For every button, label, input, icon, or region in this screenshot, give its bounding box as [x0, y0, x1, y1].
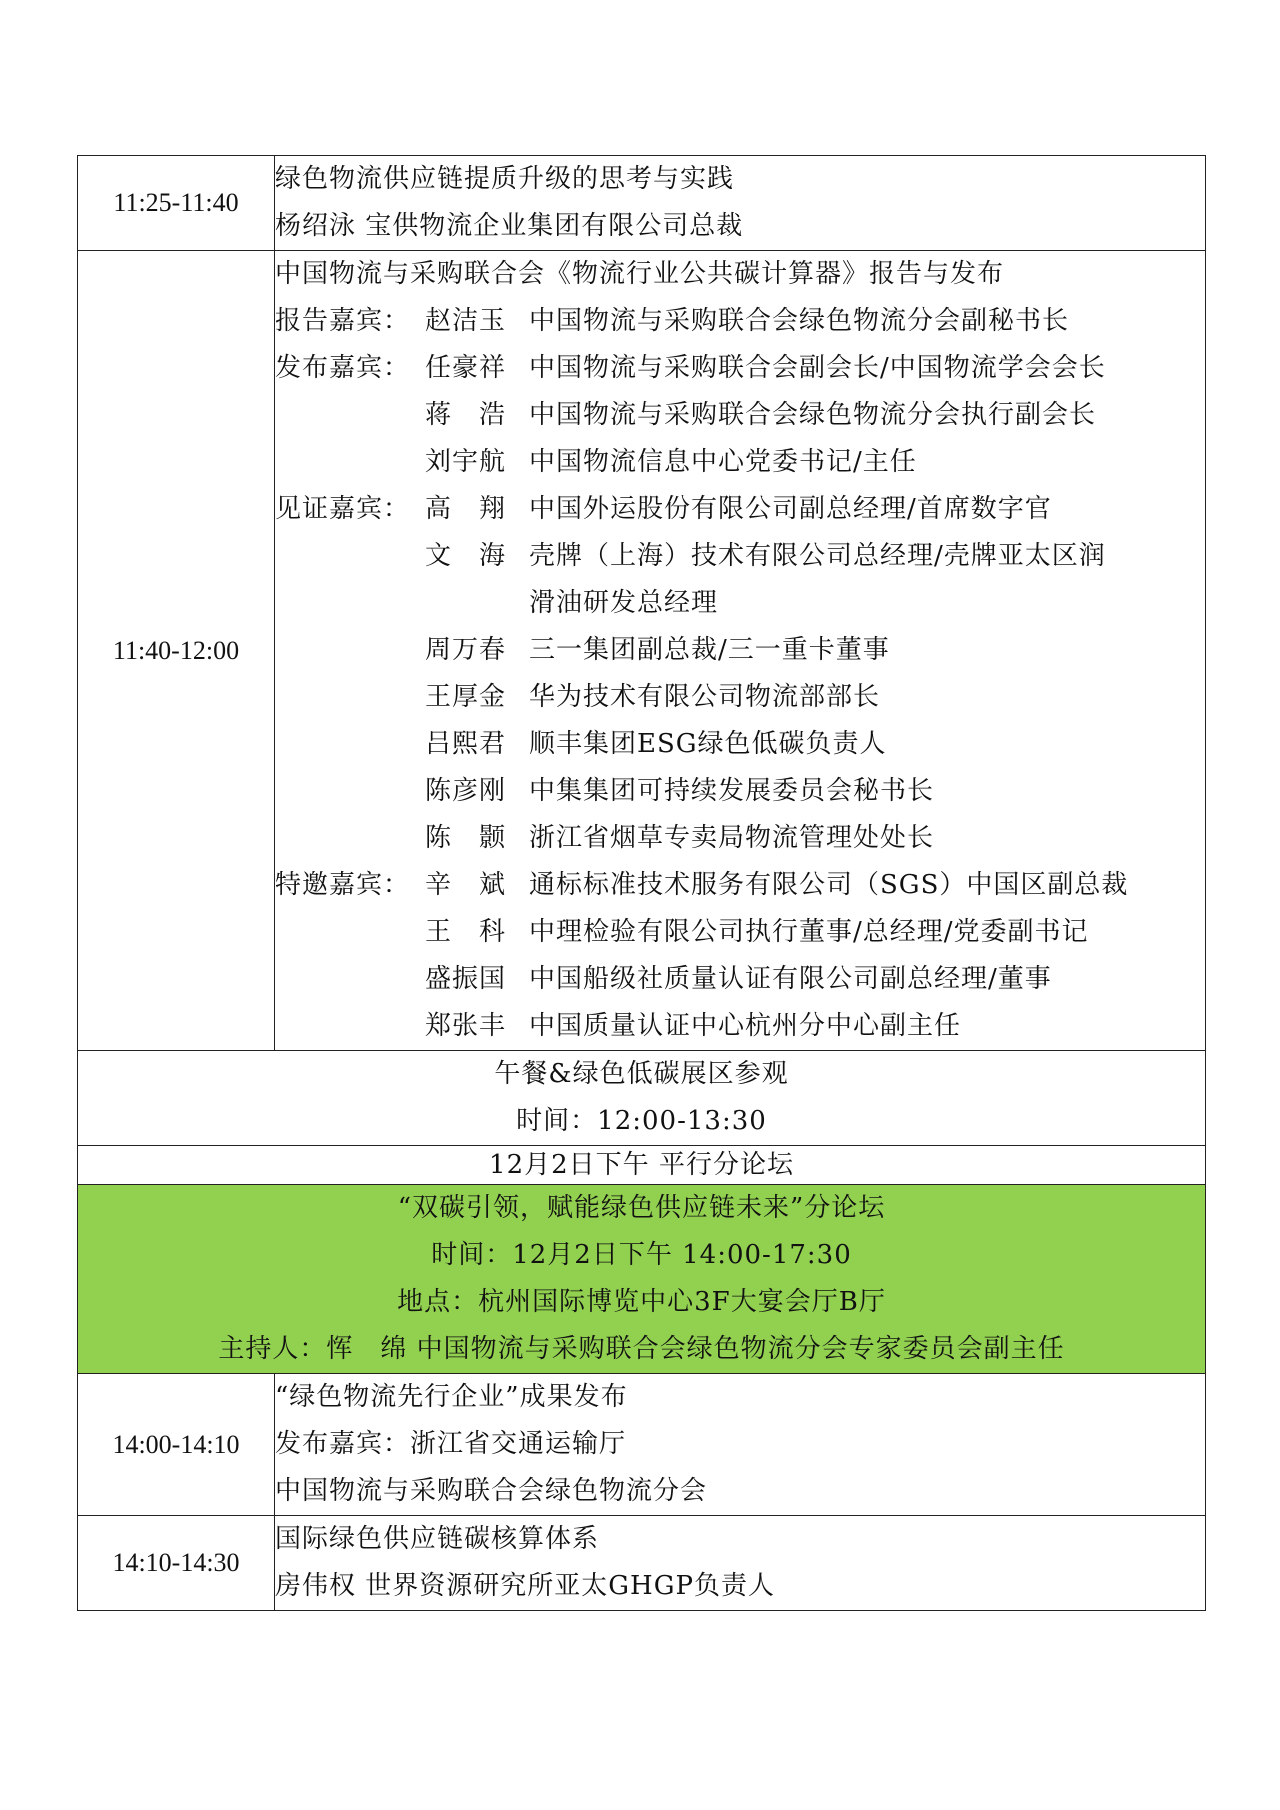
guest-row: [275, 533, 1205, 580]
guest-row: [275, 298, 1205, 345]
session-title: 中国物流与采购联合会《物流行业公共碳计算器》报告与发布: [275, 259, 1005, 289]
guest-title: 中国物流信息中心党委书记/主任: [529, 447, 917, 477]
guest-name: 陈 颢: [425, 823, 507, 853]
guest-name: [425, 580, 529, 627]
guest-role: 见证嘉宾：: [275, 494, 411, 524]
guest-name: 任豪祥: [425, 353, 507, 383]
time-cell: 14:00-14:10: [78, 1374, 275, 1516]
guest-row: [275, 392, 1205, 439]
guest-row: [275, 627, 1205, 674]
guest-title: 中国质量认证中心杭州分中心副主任: [529, 1011, 962, 1041]
session-cell: [275, 1374, 1206, 1516]
session-speaker: 房伟权 世界资源研究所亚太GHGP负责人: [275, 1571, 775, 1601]
guest-role: [275, 815, 425, 862]
guest-row: [275, 486, 1205, 533]
guest-title: 中集集团可持续发展委员会秘书长: [529, 776, 935, 806]
guest-row: [275, 345, 1205, 392]
guest-name: 王厚金: [425, 682, 507, 712]
afternoon-cell: [78, 1146, 1206, 1185]
guest-title: 浙江省烟草专卖局物流管理处处长: [529, 823, 935, 853]
agenda-row: [78, 156, 1206, 251]
lunch-row: [78, 1051, 1206, 1146]
guest-name: 郑张丰: [425, 1011, 507, 1041]
guest-name: 盛振国: [425, 964, 507, 994]
forum-time: 时间：12月2日下午 14:00-17:30: [431, 1240, 852, 1270]
guest-role: [275, 768, 425, 815]
guest-name: 王 科: [425, 917, 507, 947]
guest-row: [275, 1003, 1205, 1050]
guest-title: 滑油研发总经理: [529, 588, 719, 618]
guest-title: 华为技术有限公司物流部部长: [529, 682, 881, 712]
guest-role: [275, 674, 425, 721]
guest-title: 顺丰集团ESG绿色低碳负责人: [529, 729, 887, 759]
guest-title: 壳牌（上海）技术有限公司总经理/壳牌亚太区润: [529, 541, 1106, 571]
agenda-row: [78, 251, 1206, 1051]
guest-title: 中国外运股份有限公司副总经理/首席数字官: [529, 494, 1052, 524]
guest-role: [275, 627, 425, 674]
forum-header-row: [78, 1185, 1206, 1374]
session-title: 国际绿色供应链碳核算体系: [275, 1524, 600, 1554]
session-cell: [275, 251, 1206, 1051]
lunch-time: 时间：12:00-13:30: [516, 1106, 767, 1136]
guest-title: 中国物流与采购联合会绿色物流分会副秘书长: [529, 306, 1070, 336]
afternoon-title: 12月2日下午 平行分论坛: [489, 1150, 794, 1180]
time-cell: 11:40-12:00: [78, 251, 275, 1051]
guest-row: [275, 862, 1205, 909]
guest-name: 辛 斌: [425, 870, 507, 900]
guest-name: 文 海: [425, 541, 507, 571]
guest-role: [275, 439, 425, 486]
guest-row: [275, 674, 1205, 721]
guest-name: 蒋 浩: [425, 400, 507, 430]
guest-title: 三一集团副总裁/三一重卡董事: [529, 635, 890, 665]
guest-row: [275, 768, 1205, 815]
guest-row: [275, 580, 1205, 627]
session-cell: [275, 156, 1206, 251]
afternoon-row: [78, 1146, 1206, 1185]
guest-role: [275, 533, 425, 580]
guest-title: 中国船级社质量认证有限公司副总经理/董事: [529, 964, 1052, 994]
guest-name: 吕熙君: [425, 729, 507, 759]
guest-title: 中国物流与采购联合会副会长/中国物流学会会长: [529, 353, 1106, 383]
session-cell: [275, 1516, 1206, 1611]
forum-title: “双碳引领，赋能绿色供应链未来”分论坛: [397, 1193, 886, 1223]
guest-role: 特邀嘉宾：: [275, 870, 411, 900]
guest-role: [275, 956, 425, 1003]
agenda-table: [77, 155, 1206, 1611]
guest-role: [275, 909, 425, 956]
guest-row: [275, 721, 1205, 768]
guest-role: [275, 580, 425, 627]
guest-title: 中理检验有限公司执行董事/总经理/党委副书记: [529, 917, 1089, 947]
guest-role: 报告嘉宾：: [275, 306, 411, 336]
forum-header-cell: [78, 1185, 1206, 1374]
time-cell: 11:25-11:40: [78, 156, 275, 251]
guest-name: 高 翔: [425, 494, 507, 524]
session-speaker: 杨绍泳 宝供物流企业集团有限公司总裁: [275, 211, 744, 241]
guest-row: [275, 439, 1205, 486]
time-cell: 14:10-14:30: [78, 1516, 275, 1611]
forum-host: 主持人：恽 绵 中国物流与采购联合会绿色物流分会专家委员会副主任: [218, 1334, 1065, 1364]
guest-name: 赵洁玉: [425, 306, 507, 336]
guest-name: 刘宇航: [425, 447, 507, 477]
guest-role: [275, 721, 425, 768]
guest-role: [275, 392, 425, 439]
forum-place: 地点：杭州国际博览中心3F大宴会厅B厅: [397, 1287, 886, 1317]
guest-role: [275, 1003, 425, 1050]
session-title: 绿色物流供应链提质升级的思考与实践: [275, 164, 735, 194]
session-title: “绿色物流先行企业”成果发布: [275, 1382, 628, 1412]
agenda-row: [78, 1374, 1206, 1516]
guest-row: [275, 909, 1205, 956]
guest-row: [275, 956, 1205, 1003]
guest-row: [275, 815, 1205, 862]
guest-name: 周万春: [425, 635, 507, 665]
guest-name: 陈彦刚: [425, 776, 507, 806]
guest-title: 中国物流与采购联合会绿色物流分会执行副会长: [529, 400, 1097, 430]
guest-title: 通标标准技术服务有限公司（SGS）中国区副总裁: [529, 870, 1129, 900]
lunch-title: 午餐&绿色低碳展区参观: [494, 1059, 789, 1089]
agenda-row: [78, 1516, 1206, 1611]
session-guest: 发布嘉宾：浙江省交通运输厅: [275, 1429, 627, 1459]
guest-role: 发布嘉宾：: [275, 353, 411, 383]
session-guest: 中国物流与采购联合会绿色物流分会: [275, 1476, 708, 1506]
lunch-cell: [78, 1051, 1206, 1146]
